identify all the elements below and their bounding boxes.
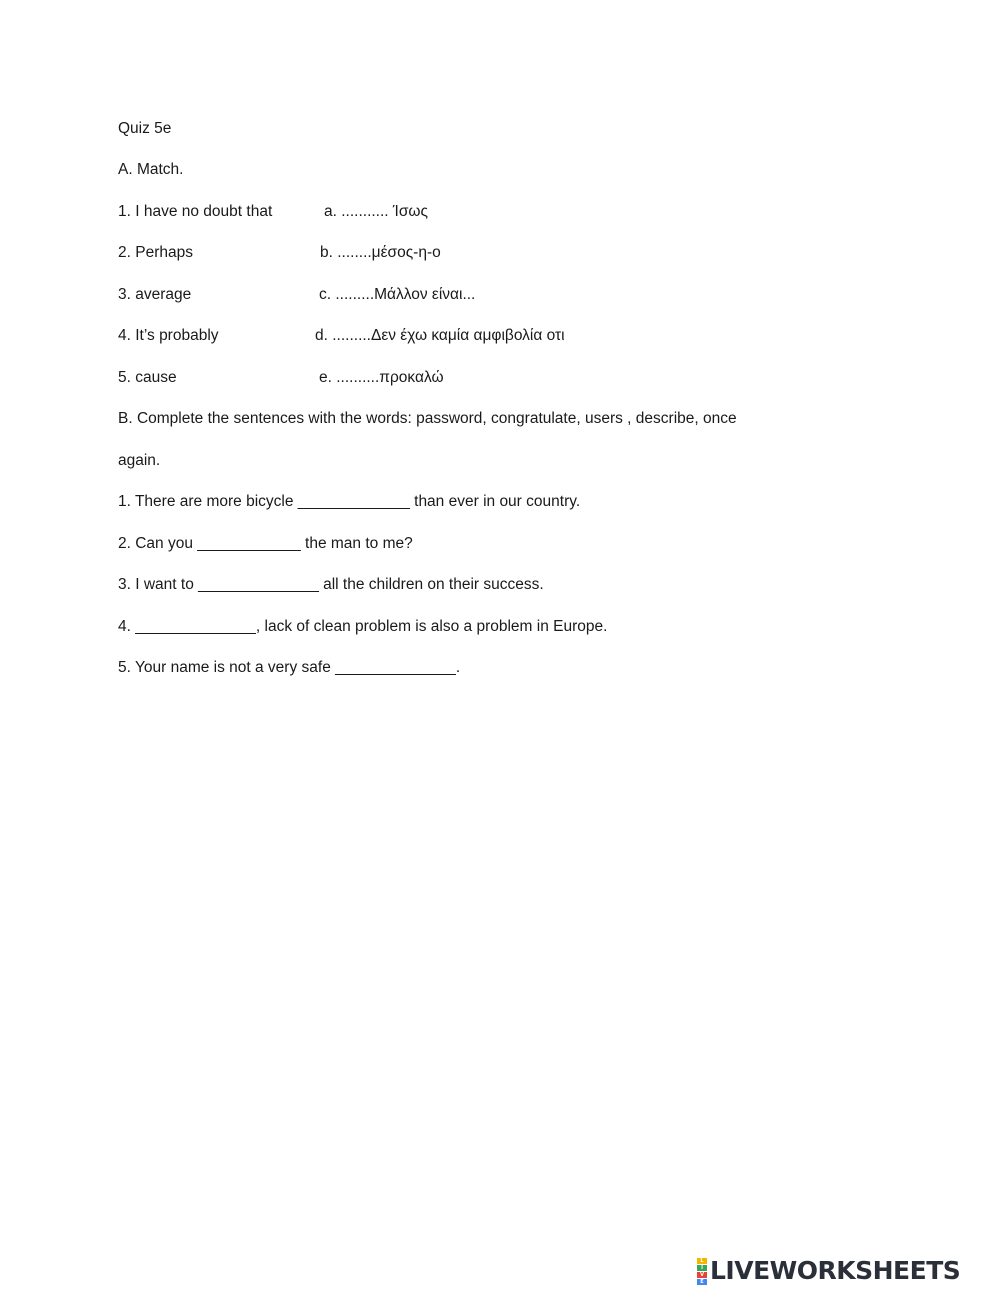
liveworksheets-logo[interactable] — [697, 1258, 960, 1284]
logo-text: LIVEWORKSHEETS — [710, 1256, 961, 1285]
section-a-heading: A. Match. — [118, 161, 184, 178]
logo-block: L — [697, 1258, 707, 1264]
match-term: 4. It’s probably — [118, 327, 219, 344]
match-row — [118, 202, 718, 222]
match-row — [118, 285, 718, 305]
logo-block: I — [697, 1265, 707, 1271]
match-definition: e. ..........προκαλώ — [319, 369, 444, 386]
fill-sentence: 4. ______________, lack of clean problem is also a problem in Europe. — [118, 618, 608, 635]
fill-sentence: 3. I want to ______________ all the children on their success. — [118, 576, 544, 593]
match-definition: a. ........... Ίσως — [324, 203, 428, 220]
logo-block: E — [697, 1279, 707, 1285]
section-b-heading: B. Complete the sentences with the words: password, congratulate, users , describe, once — [118, 410, 737, 427]
logo-block: V — [697, 1272, 707, 1278]
match-term: 2. Perhaps — [118, 244, 193, 261]
match-row — [118, 326, 718, 346]
quiz-title: Quiz 5e — [118, 120, 172, 137]
match-term: 1. I have no doubt that — [118, 203, 273, 220]
match-term: 3. average — [118, 286, 192, 303]
match-definition: c. .........Μάλλον είναι... — [319, 286, 476, 303]
match-term: 5. cause — [118, 369, 177, 386]
match-row — [118, 243, 718, 263]
fill-sentence: 5. Your name is not a very safe ______________. — [118, 659, 461, 676]
fill-sentence: 2. Can you ____________ the man to me? — [118, 535, 413, 552]
match-row — [118, 368, 718, 388]
fill-sentence: 1. There are more bicycle _____________ than ever in our country. — [118, 493, 581, 510]
logo-blocks-icon — [697, 1258, 707, 1285]
section-b-heading-continued: again. — [118, 452, 161, 469]
match-definition: b. ........μέσος-η-ο — [320, 244, 441, 261]
match-definition: d. .........Δεν έχω καμία αμφιβολία οτι — [315, 327, 565, 344]
